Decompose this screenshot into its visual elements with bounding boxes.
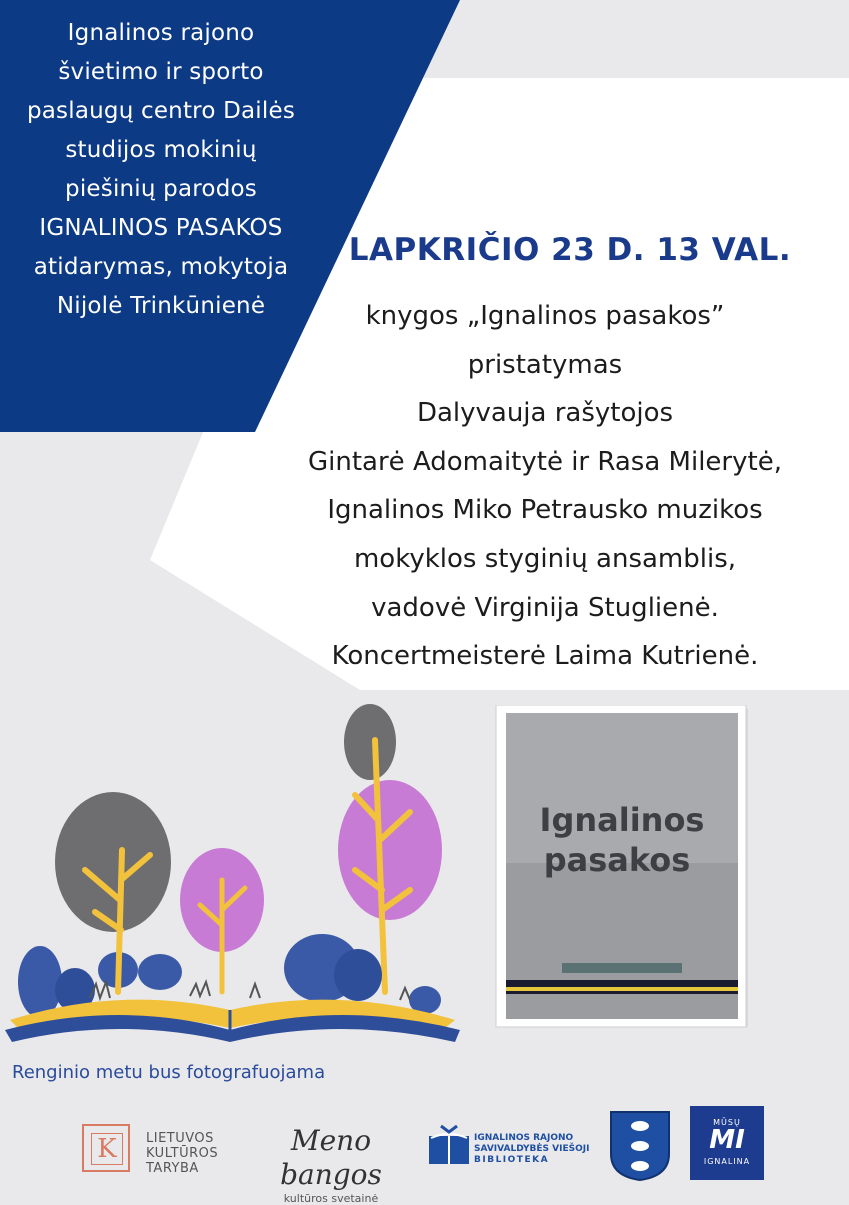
musu-big-text: MI: [709, 1125, 745, 1155]
ltk-line: LIETUVOS: [146, 1131, 214, 1146]
library-line: BIBLIOTEKA: [474, 1155, 550, 1165]
event-line: knygos „Ignalinos pasakos”: [365, 301, 725, 331]
musu-ignalina-logo: [690, 1106, 764, 1180]
library-logo: [427, 1122, 471, 1172]
intro-line: piešinių parodos: [65, 176, 257, 202]
trees-book-illustration: [0, 700, 470, 1050]
event-line: vadovė Virginija Stuglienė.: [371, 592, 719, 623]
photography-notice: Renginio metu bus fotografuojama: [12, 1062, 326, 1083]
ltk-letter: K: [91, 1133, 123, 1165]
book-title-line1: Ignalinos: [539, 801, 705, 839]
library-line: IGNALINOS RAJONO: [474, 1133, 574, 1143]
intro-line: paslaugų centro Dailės: [26, 98, 296, 124]
intro-line: Ignalinos rajono: [67, 20, 255, 46]
event-line: Gintarė Adomaitytė ir Rasa Milerytė,: [308, 446, 782, 477]
exhibition-intro: [0, 14, 322, 326]
book-title-line2: pasakos: [543, 841, 691, 879]
meno-bangos-title: Meno bangos: [280, 1124, 382, 1191]
library-text: [474, 1133, 589, 1166]
musu-small-text: MŪSŲ: [713, 1118, 741, 1127]
coat-of-arms-icon: [609, 1110, 671, 1182]
intro-line: Nijolė Trinkūnienė: [56, 293, 266, 319]
library-line: SAVIVALDYBĖS VIEŠOJI: [474, 1144, 590, 1154]
intro-line: IGNALINOS PASAKOS: [39, 215, 283, 241]
book-emblem-icon: [427, 1122, 471, 1168]
ltk-emblem: [82, 1124, 130, 1172]
musu-bottom-text: IGNALINA: [703, 1157, 751, 1166]
book-cover: [492, 705, 752, 1031]
event-line: Dalyvauja rašytojos: [416, 398, 674, 429]
event-description: [240, 292, 849, 681]
ltk-line: TARYBA: [146, 1161, 199, 1176]
event-line: pristatymas: [467, 349, 623, 380]
event-line: Ignalinos Miko Petrausko muzikos: [327, 495, 763, 526]
ltk-line: KULTŪROS: [146, 1146, 219, 1161]
event-line: mokyklos styginių ansamblis,: [353, 543, 737, 574]
meno-bangos-logo: [246, 1124, 416, 1205]
event-date-heading: LAPKRIČIO 23 D. 13 VAL.: [348, 232, 792, 268]
intro-line: atidarymas, mokytoja: [33, 254, 289, 280]
ltk-text: [146, 1131, 218, 1176]
intro-line: švietimo ir sporto: [58, 59, 264, 85]
intro-line: studijos mokinių: [65, 137, 257, 163]
meno-bangos-subtitle: kultūros svetainė: [283, 1192, 379, 1205]
event-line: Koncertmeisterė Laima Kutrienė.: [331, 641, 759, 672]
